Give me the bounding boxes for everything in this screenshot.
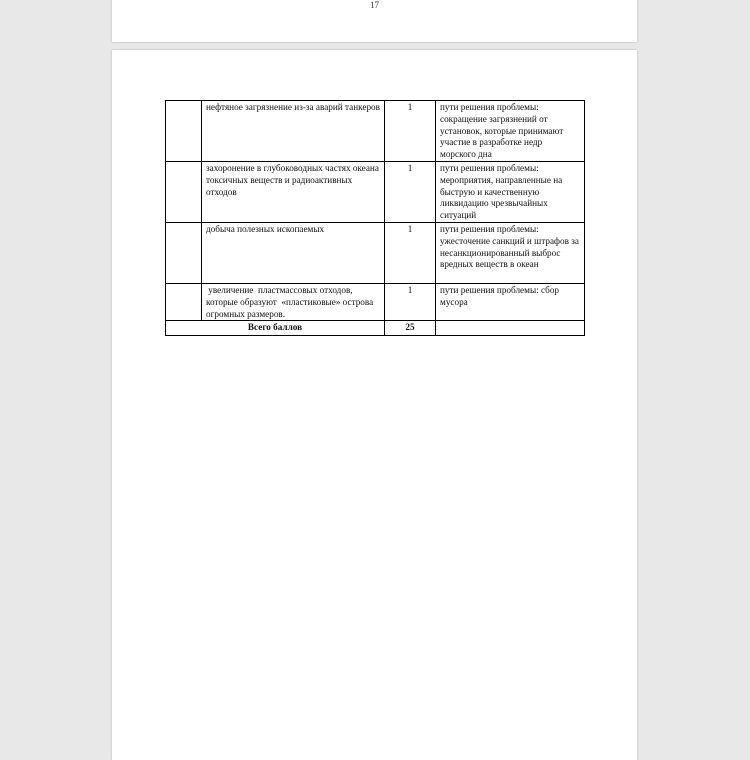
current-page [112, 50, 637, 760]
total-score: 25 [385, 321, 436, 336]
table-row [166, 284, 585, 321]
problem-cell: захоронение в глубоководных частях океана токсичных веществ и радиоактивных отходов [202, 162, 385, 223]
table-row [166, 162, 585, 223]
table-row [166, 223, 585, 284]
score-cell: 1 [385, 223, 436, 284]
page-number: 17 [370, 0, 379, 10]
score-cell: 1 [385, 101, 436, 162]
solution-cell: пути решения проблемы: сокращение загрязнений от установок, которые принимают участие в разработке недр морского дна [436, 101, 585, 162]
total-label: Всего баллов [166, 321, 385, 336]
merged-cell [166, 162, 202, 223]
score-cell: 1 [385, 284, 436, 321]
merged-cell [166, 284, 202, 321]
solution-cell: пути решения проблемы: ужесточение санкций и штрафов за несанкционированный выброс вредных веществ в океан [436, 223, 585, 284]
table-row [166, 101, 585, 162]
score-cell: 1 [385, 162, 436, 223]
merged-cell [166, 223, 202, 284]
previous-page [112, 0, 637, 42]
grading-table [165, 100, 585, 336]
total-row [166, 321, 585, 336]
solution-cell: пути решения проблемы: сбор мусора [436, 284, 585, 321]
merged-cell [166, 101, 202, 162]
problem-cell: увеличение пластмассовых отходов, которые образуют «пластиковые» острова огромных размеров. [202, 284, 385, 321]
problem-cell: добыча полезных ископаемых [202, 223, 385, 284]
problem-cell: нефтяное загрязнение из-за аварий танкеров [202, 101, 385, 162]
solution-cell: пути решения проблемы: мероприятия, направленные на быструю и качественную ликвидацию чрезвычайных ситуаций [436, 162, 585, 223]
empty-cell [436, 321, 585, 336]
